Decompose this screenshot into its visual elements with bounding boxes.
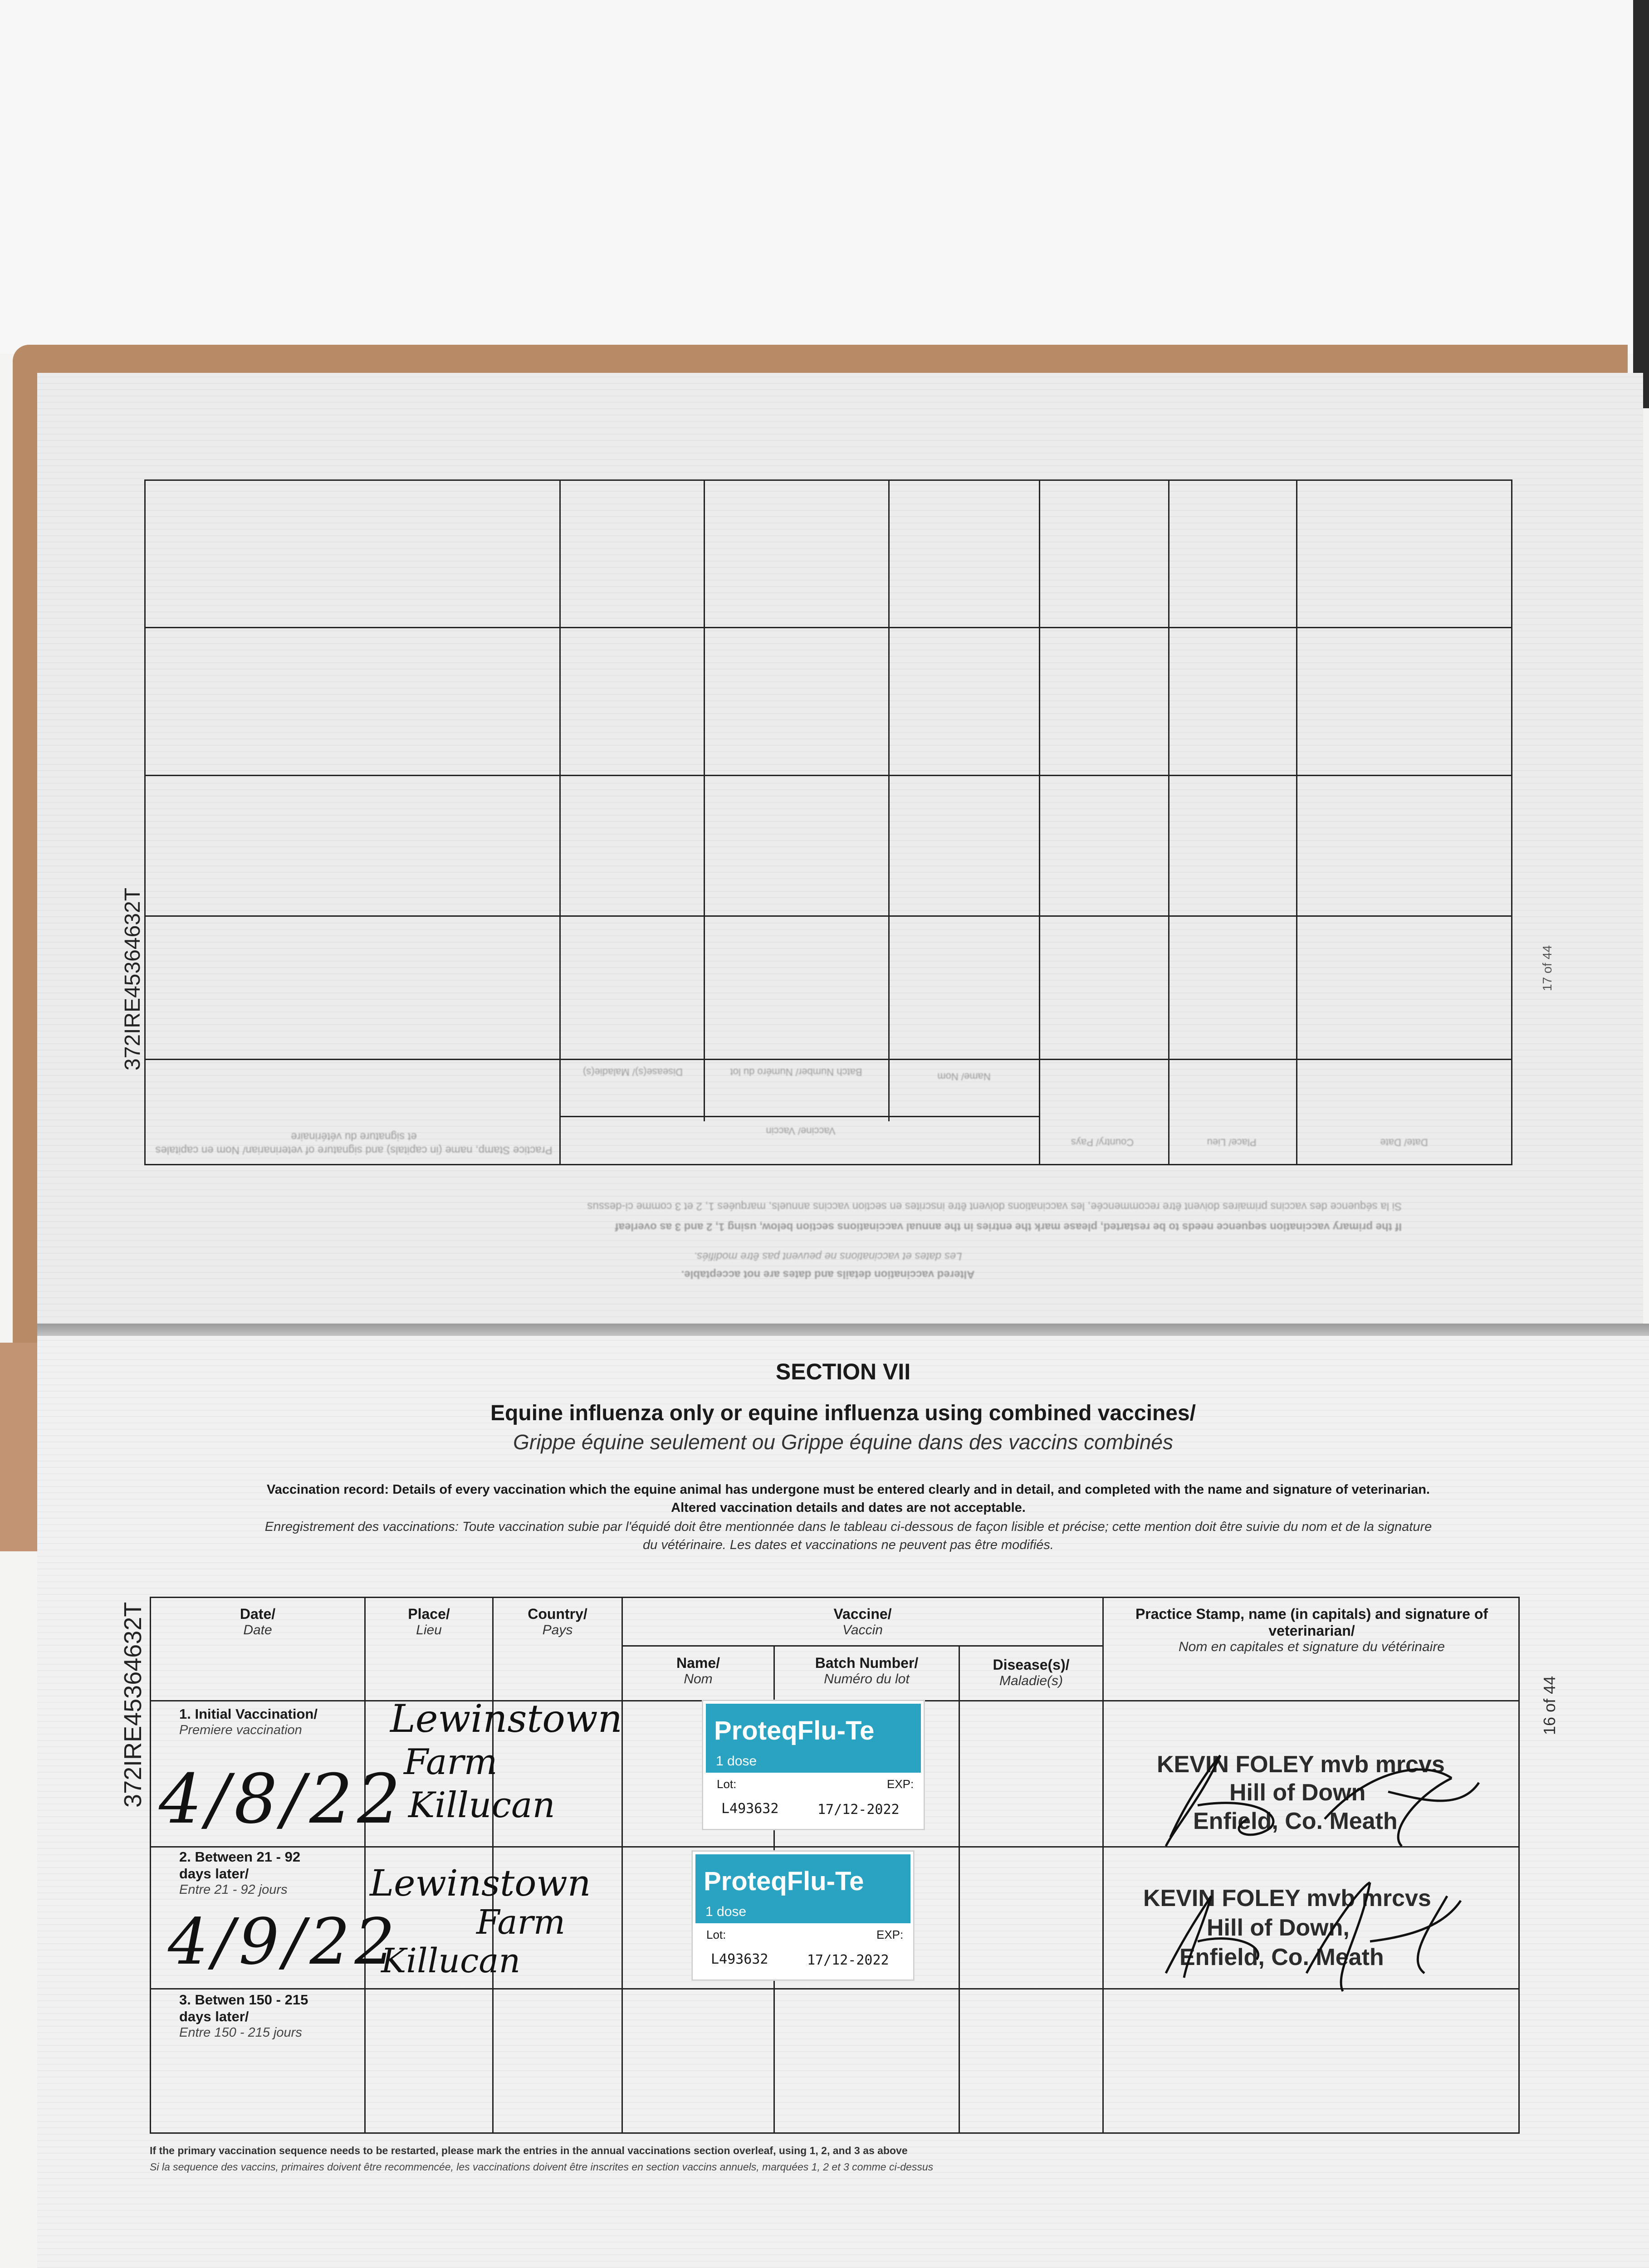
header-country: Country/ Pays <box>528 1606 587 1637</box>
row-2-place-line-2: Farm <box>476 1903 565 1942</box>
page-17-table <box>144 479 1512 1165</box>
vaccine-brand: ProteqFlu-Te <box>714 1716 875 1745</box>
row-2-place-line-3: Killucan <box>381 1941 521 1980</box>
row-1-label: 1. Initial Vaccination/ Premiere vaccination <box>179 1706 318 1737</box>
disease-header-mirrored: Disease(s)/ Maladie(s) <box>582 1066 683 1078</box>
intro-fr: Enregistrement des vaccinations: Toute vaccination subie par l'équidé doit être mentionnée dans le tableau ci-dessous de façon lisible et précise; cette mention doit être suivie du nom et de la signature <box>264 1520 1432 1534</box>
top-footer-line-3: Les dates et vaccinations ne peuvent pas être modifiés. <box>694 1250 962 1262</box>
place-header-mirrored: Place/ Lieu <box>1207 1137 1257 1148</box>
title-en: Equine influenza only or equine influenza using combined vaccines/ <box>490 1401 1196 1425</box>
intro-en-2: Altered vaccination details and dates are not acceptable. <box>671 1501 1026 1515</box>
page-16-number: 16 of 44 <box>1540 1676 1559 1735</box>
row-2-label: 2. Between 21 - 92 days later/ Entre 21 - 92 jours <box>179 1849 301 1897</box>
header-date: Date/ Date <box>240 1606 276 1637</box>
row-2-stamp-line-2: Hill of Down, <box>1207 1915 1350 1941</box>
row-2-vaccine-label <box>692 1851 914 1980</box>
row-2-place-line-1: Lewinstown <box>370 1862 591 1904</box>
row-3-label: 3. Betwen 150 - 215 days later/ Entre 150 - 215 jours <box>179 1992 308 2040</box>
row-1-exp: 17/12-2022 <box>817 1802 900 1818</box>
row-1-vaccine-label <box>702 1700 925 1830</box>
scanner-edge <box>1633 0 1649 408</box>
row-1-lot: L493632 <box>721 1801 779 1817</box>
header-place: Place/ Lieu <box>408 1606 450 1637</box>
footer-en: If the primary vaccination sequence needs to be restarted, please mark the entries in the annual vaccinations section overleaf, using 1, 2, and 3 as above <box>150 2145 908 2156</box>
vaccine-label-band <box>695 1854 910 1923</box>
row-1-place-line-3: Killucan <box>408 1785 555 1826</box>
header-name: Name/ Nom <box>676 1655 720 1686</box>
table-row-line <box>144 775 1512 776</box>
exp-label: EXP: <box>887 1777 914 1791</box>
vaccine-label-band <box>706 1704 921 1773</box>
header-disease: Disease(s)/ Maladie(s) <box>993 1657 1070 1688</box>
exp-label: EXP: <box>876 1928 904 1941</box>
vaccine-sub-line <box>621 1645 1104 1647</box>
table-col-line <box>1168 479 1169 1165</box>
title-fr: Grippe équine seulement ou Grippe équine dans des vaccins combinés <box>513 1430 1173 1454</box>
row-1-signature <box>1134 1742 1497 1851</box>
header-stamp: Practice Stamp, name (in capitals) and signature of veterinarian/ Nom en capitales et signature du vétérinaire <box>1135 1606 1488 1654</box>
table-col-line <box>1039 479 1040 1165</box>
col-line-disease <box>1102 1597 1104 2134</box>
vaccine-brand: ProteqFlu-Te <box>704 1867 864 1896</box>
lot-label: Lot: <box>717 1777 737 1791</box>
row-1-stamp-name: KEVIN FOLEY mvb mrcvs <box>1157 1751 1445 1778</box>
row-2-date-handwritten: 4/9/22 <box>168 1905 400 1979</box>
intro-fr-2: du vétérinaire. Les dates et vaccinations ne peuvent pas être modifiés. <box>643 1538 1054 1552</box>
col-line-date <box>364 1597 366 2134</box>
footer-fr: Si la sequence des vaccins, primaires doivent être recommencée, les vaccinations doivent être inscrites en section vaccins annuels, marquées 1, 2 et 3 comme ci-dessus <box>150 2161 934 2173</box>
table-col-line <box>704 479 705 1121</box>
table-sub-line <box>559 1116 1040 1117</box>
batch-header-mirrored: Batch Number/ Numéro du lot <box>730 1066 862 1078</box>
header-vaccine: Vaccine/ Vaccin <box>833 1606 892 1637</box>
table-row-line <box>144 627 1512 628</box>
vaccine-dose: 1 dose <box>716 1754 757 1769</box>
page-17-number: 17 of 44 <box>1540 945 1554 991</box>
table-row-line <box>144 1059 1512 1060</box>
scanner-background <box>0 0 1649 354</box>
table-row-line <box>144 915 1512 917</box>
table-col-line <box>1296 479 1297 1165</box>
row-2-stamp-name: KEVIN FOLEY mvb mrcvs <box>1143 1885 1431 1911</box>
top-footer-line-2: If the primary vaccination sequence needs to be restarted, please mark the entries in the annual vaccinations section below, using 1, 2 and 3 as overleaf <box>615 1221 1402 1233</box>
stamp-header-mirrored: Practice Stamp, name (in capitals) and signature of veterinarian/ Nom en capitales et signature du vétérinaire <box>155 1130 553 1156</box>
top-footer-line-1: Si la séquence des vaccins primaires doivent être recommencée, les vaccinations doivent être inscrites en section vaccins annuels, marquées 1, 2 et 3 comme ci-dessus <box>587 1200 1402 1212</box>
section-title: SECTION VII <box>775 1359 911 1384</box>
top-footer-line-4: Altered vaccination details and dates are not acceptable. <box>681 1268 975 1281</box>
row-2-exp: 17/12-2022 <box>807 1952 889 1968</box>
col-line-batch <box>959 1645 960 2134</box>
page-16-id: 372IRE45364632T <box>119 1602 147 1808</box>
intro-en: Vaccination record: Details of every vaccination which the equine animal has undergone must be entered clearly and in detail, and completed with the name and signature of veterinarian. <box>267 1482 1430 1497</box>
vaccine-dose: 1 dose <box>705 1904 747 1919</box>
row-1-place-line-2: Farm <box>404 1742 498 1783</box>
row-2-signature <box>1134 1869 1497 2005</box>
row-1-stamp-line-3: Enfield, Co. Meath <box>1193 1808 1398 1834</box>
lot-label: Lot: <box>706 1928 726 1941</box>
row-1-date-handwritten: 4/8/22 <box>159 1760 405 1839</box>
row-2-stamp-line-3: Enfield, Co. Meath <box>1179 1944 1384 1970</box>
page-17-id: 372IRE45364632T <box>121 888 145 1070</box>
date-header-mirrored: Date/ Date <box>1380 1137 1428 1148</box>
country-header-mirrored: Country/ Pays <box>1071 1137 1134 1148</box>
vaccine-header-mirrored: Vaccine/ Vaccin <box>766 1125 836 1137</box>
header-batch: Batch Number/ Numéro du lot <box>815 1655 919 1686</box>
name-header-mirrored: Name/ Nom <box>937 1071 991 1082</box>
table-col-line <box>559 479 561 1165</box>
row-2-lot: L493632 <box>711 1951 768 1967</box>
table-col-line <box>888 479 890 1121</box>
row-1-stamp-line-2: Hill of Down <box>1229 1779 1366 1806</box>
row-1-place-line-1: Lewinstown <box>390 1696 622 1741</box>
